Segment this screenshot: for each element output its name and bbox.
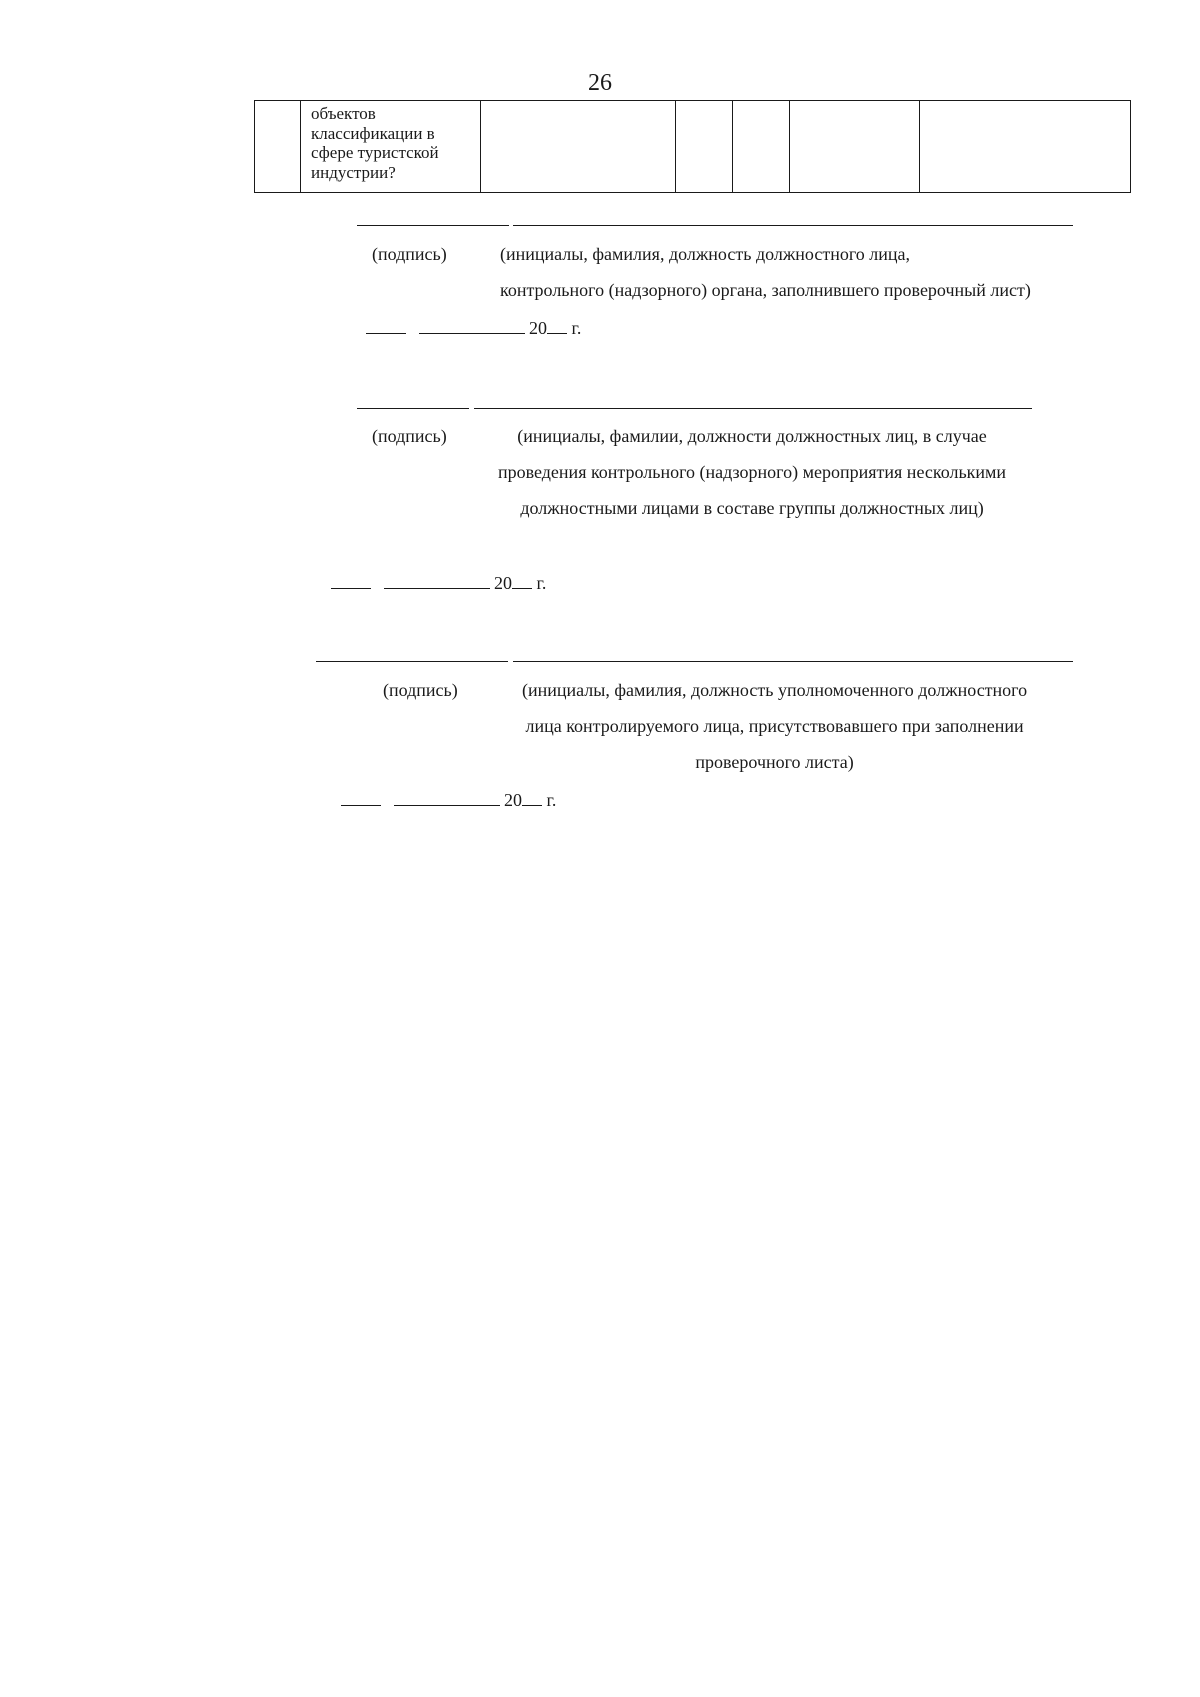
description-line: проверочного листа) (695, 752, 854, 772)
name-line (513, 661, 1073, 662)
description-line: (инициалы, фамилия, должность должностного лица, (500, 244, 911, 264)
table-cell-question (301, 101, 481, 193)
date-field (331, 572, 546, 594)
page-number: 26 (588, 70, 612, 96)
year-suffix: г. (536, 573, 547, 593)
signature-label: (подпись) (372, 244, 447, 264)
description-line: (инициалы, фамилии, должности должностных лиц, в случае (517, 426, 987, 446)
description-line: (инициалы, фамилия, должность уполномоченного должностного (522, 680, 1028, 700)
controlled-person-description (522, 672, 1027, 780)
checklist-table (254, 100, 1131, 193)
question-line: индустрии? (311, 162, 396, 182)
question-line: объектов (311, 104, 376, 123)
date-field (366, 317, 581, 339)
officials-description (498, 418, 1006, 526)
table-cell-yes (676, 101, 733, 193)
year-suffix: г. (546, 790, 557, 810)
table-cell-number (255, 101, 301, 193)
year-suffix: г. (571, 318, 582, 338)
table-cell-not-applicable (790, 101, 920, 193)
description-line: контрольного (надзорного) органа, заполнившего проверочный лист) (500, 280, 1031, 300)
signature-line (357, 408, 469, 409)
year-prefix: 20 (504, 790, 522, 810)
signature-label: (подпись) (383, 680, 458, 700)
table-cell-requirements (481, 101, 676, 193)
year-prefix: 20 (529, 318, 547, 338)
table-cell-note (920, 101, 1131, 193)
table-row (255, 101, 1131, 193)
official-description (500, 236, 1031, 308)
signature-line (316, 661, 508, 662)
year-prefix: 20 (494, 573, 512, 593)
table-cell-no (733, 101, 790, 193)
name-line (513, 225, 1073, 226)
date-field (341, 789, 556, 811)
question-line: сфере туристской (311, 143, 439, 162)
signature-line (357, 225, 509, 226)
description-line: лица контролируемого лица, присутствовавшего при заполнении (525, 716, 1024, 736)
description-line: проведения контрольного (надзорного) мероприятия несколькими (498, 462, 1007, 482)
name-line (474, 408, 1032, 409)
description-line: должностными лицами в составе группы должностных лиц) (520, 498, 984, 518)
question-line: классификации в (311, 123, 435, 143)
signature-label: (подпись) (372, 426, 447, 446)
